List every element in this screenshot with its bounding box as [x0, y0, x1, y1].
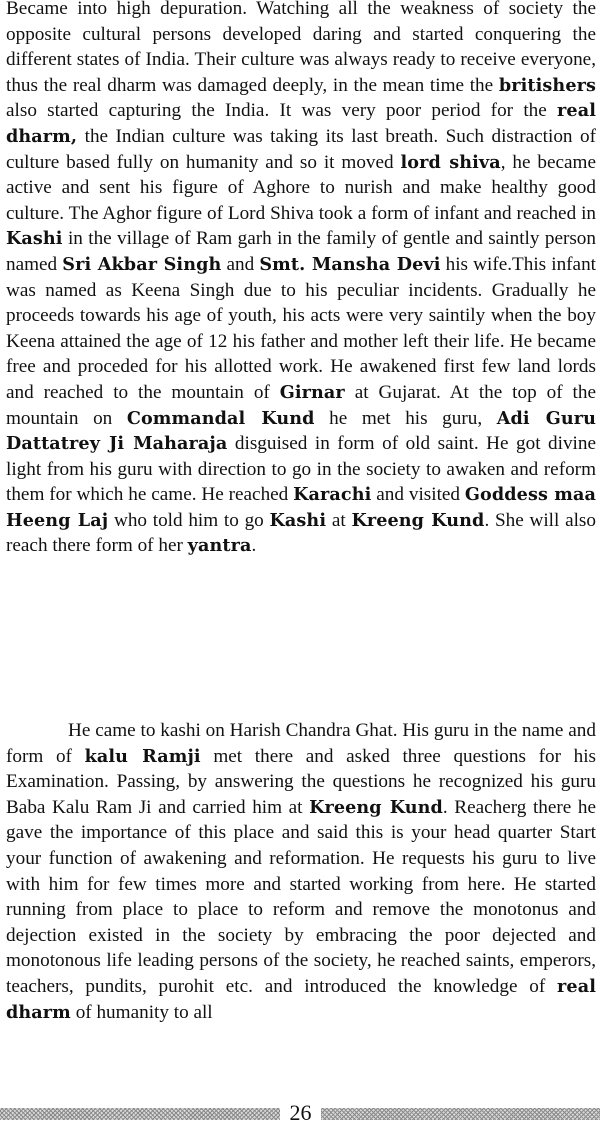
- text-run: He came to kashi on Harish Chandra Ghat. His guru in the name and form of: [6, 720, 596, 767]
- text-run: met there and asked three questions for his Examination. Passing, by answering the questions he recognized his guru Baba Kalu Ram Ji and carried him at: [6, 745, 597, 818]
- text-run: Became into high depuration. Watching all the weakness of society the opposite cultural persons developed daring and started conquering the different states of India. Their culture was always ready to receive everyone, thus the real dharm was damaged deeply, in the mean time the: [6, 0, 596, 96]
- text-run: the Indian culture was taking its last breath. Such distraction of culture based fully on humanity and so it moved: [6, 125, 596, 173]
- text-run: . She will also reach there form of her: [6, 509, 596, 557]
- text-run: at: [326, 509, 352, 531]
- bold-term: Kashi: [269, 509, 327, 531]
- bold-term: real dharm: [6, 975, 596, 1023]
- text-run: at Gujarat. At the top of the mountain on: [6, 381, 596, 429]
- text-run: .: [251, 535, 257, 557]
- text-run: and visited: [371, 484, 465, 506]
- text-run: in the village of Ram garh in the family of gentle and saintly person named: [6, 228, 596, 275]
- bold-term: real dharm,: [6, 100, 596, 147]
- text-run: , he became active and sent his figure of Aghore to nurish and make healthy good culture. The Aghor figure of Lord Shiva took a form of infant and reached in: [6, 151, 597, 224]
- bold-term: lord shiva: [400, 151, 501, 173]
- bold-term: Girnar: [279, 381, 345, 403]
- text-run: his wife.This infant was named as Keena Singh due to his peculiar incidents. Gradually he proceeds towards his age of youth, his acts were very saintily when the boy Keena attained the age of 12 his father and mother left their life. He became free and proceded for his allotted work. He awakened first few land lords and reached to the mountain of: [6, 253, 596, 403]
- page-number: 26: [289, 1100, 312, 1125]
- bold-term: kalu Ramji: [84, 745, 201, 767]
- bold-term: britishers: [498, 74, 596, 96]
- paragraph-1: [6, 0, 596, 559]
- paragraph-2: [6, 718, 596, 1025]
- text-run: . Reacherg there he gave the importance of this place and said this is your head quarter Start your function of awakening and reformation. He requests his guru to live with him for few times more and started working from here. He started running from place to place to reform and remove the monotonus and dejection existed in the society by embracing the poor dejected and monotonous life leading persons of the society, he reached saints, emperors, teachers, pundits, purohit etc. and introduced the knowledge of: [6, 796, 596, 997]
- footer-decorative-band-right: [321, 1108, 600, 1120]
- bold-term: Kreeng Kund: [309, 796, 443, 818]
- bold-term: Commandal Kund: [126, 407, 315, 429]
- bold-term: Adi Guru Dattatrey Ji Maharaja: [6, 407, 596, 455]
- text-run: also started capturing the India. It was very poor period for the: [6, 100, 558, 122]
- text-run: and: [221, 253, 260, 275]
- text-run: of humanity to all: [70, 1001, 213, 1023]
- bold-term: Smt. Mansha Devi: [259, 253, 441, 275]
- page-footer: [0, 1101, 600, 1127]
- bold-term: Goddess maa Heeng Laj: [6, 484, 596, 531]
- bold-term: yantra: [187, 535, 252, 557]
- text-run: he met his guru,: [314, 407, 497, 429]
- bold-term: Karachi: [293, 484, 372, 506]
- footer-decorative-band-left: [0, 1108, 280, 1120]
- bold-term: Kashi: [6, 228, 63, 250]
- text-run: disguised in form of old saint. He got divine light from his guru with direction to go in the society to awaken and reform them for which he came. He reached: [6, 433, 596, 506]
- text-run: who told him to go: [108, 509, 270, 531]
- bold-term: Kreeng Kund: [351, 509, 485, 531]
- bold-term: Sri Akbar Singh: [62, 253, 222, 275]
